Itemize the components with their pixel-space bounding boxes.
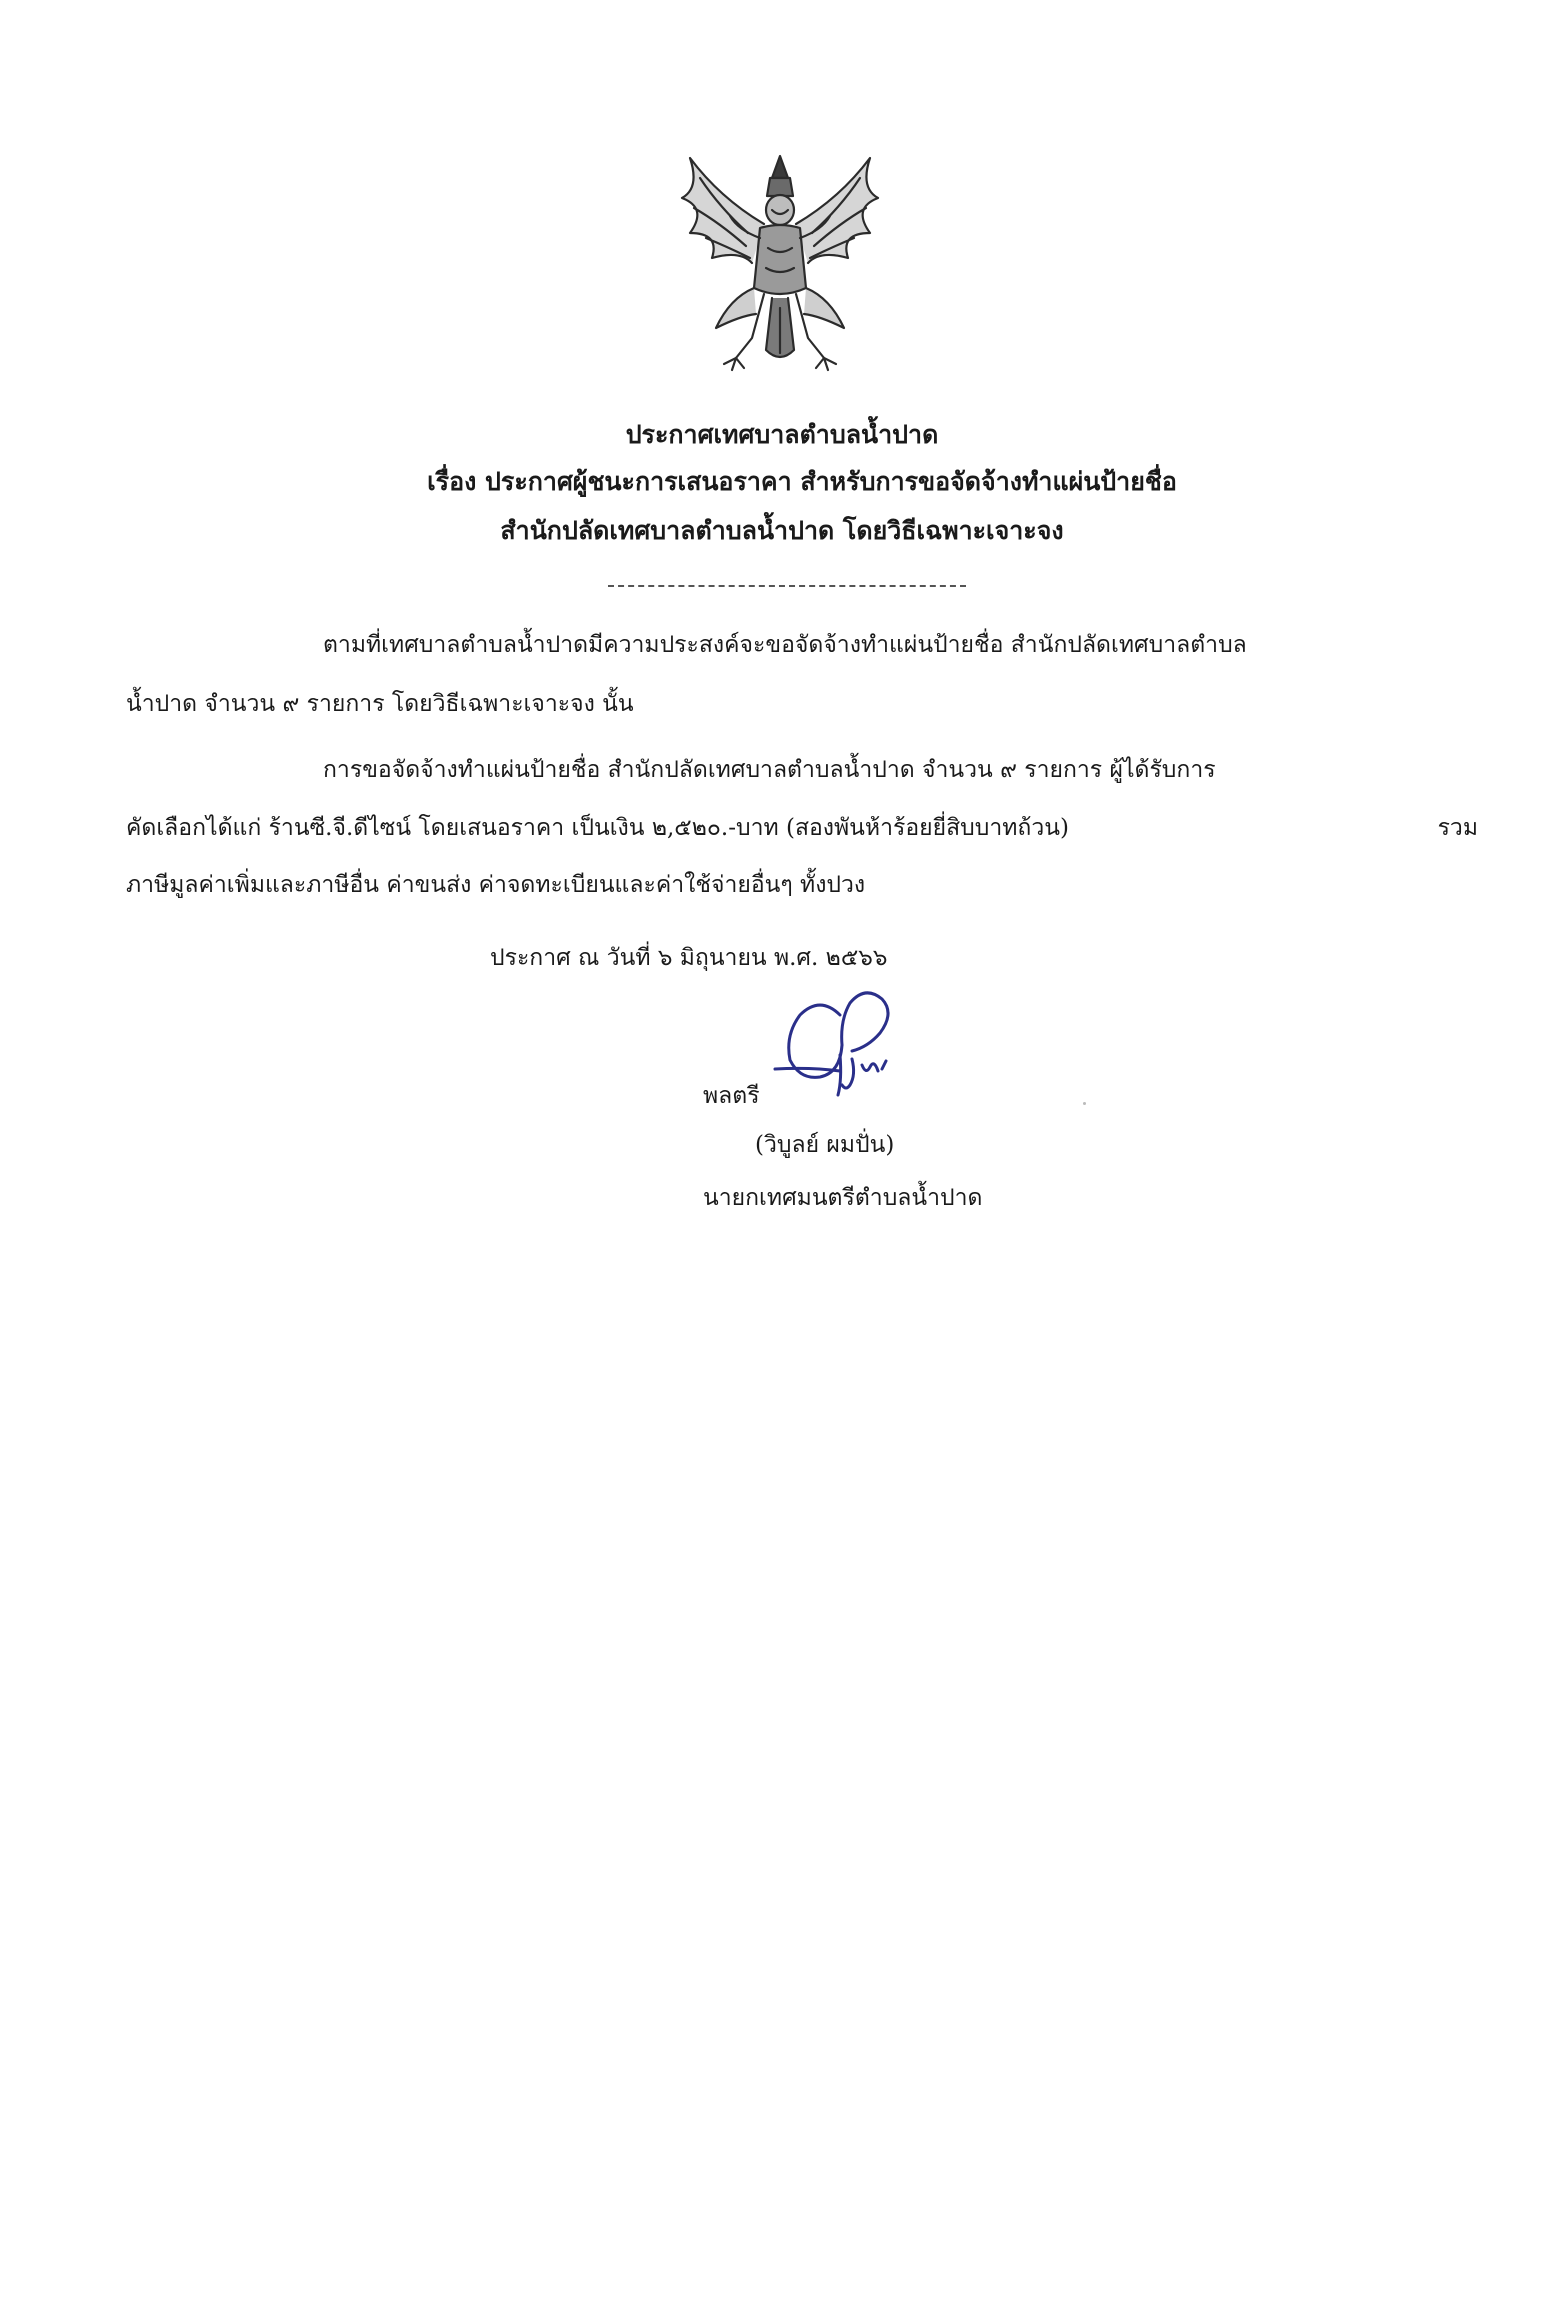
heading-divider	[608, 585, 966, 587]
garuda-emblem-icon	[660, 138, 900, 388]
signer-position: นายกเทศมนตรีตำบลน้ำปาด	[703, 1185, 983, 1211]
signature-image	[770, 985, 910, 1110]
announcement-subject-continued: สำนักปลัดเทศบาลตำบลน้ำปาด โดยวิธีเฉพาะเจาะจง	[500, 516, 1064, 545]
scan-speck	[1083, 1102, 1086, 1105]
signer-name: (วิบูลย์ ผมปั่น)	[755, 1132, 895, 1158]
paragraph-2-line-2	[126, 815, 1478, 843]
announcement-date: ประกาศ ณ วันที่ ๖ มิถุนายน พ.ศ. ๒๕๖๖	[490, 945, 888, 971]
paragraph-2-line-1: การขอจัดจ้างทำแผ่นป้ายชื่อ สำนักปลัดเทศบาลตำบลน้ำปาด จำนวน ๙ รายการ ผู้ได้รับการ	[323, 757, 1216, 783]
announcement-subject: เรื่อง ประกาศผู้ชนะการเสนอราคา สำหรับการขอจัดจ้างทำแผ่นป้ายชื่อ	[427, 467, 1177, 496]
paragraph-1-line-2: น้ำปาด จำนวน ๙ รายการ โดยวิธีเฉพาะเจาะจง นั้น	[126, 691, 634, 717]
signer-rank: พลตรี	[703, 1083, 760, 1109]
paragraph-2-line-2-end: รวม	[1437, 815, 1478, 841]
paragraph-2-line-2-text: คัดเลือกได้แก่ ร้านซี.จี.ดีไซน์ โดยเสนอราคา เป็นเงิน ๒,๕๒๐.-บาท (สองพันห้าร้อยยี่สิบบาทถ้วน)	[126, 815, 1069, 841]
paragraph-1-line-1: ตามที่เทศบาลตำบลน้ำปาดมีความประสงค์จะขอจัดจ้างทำแผ่นป้ายชื่อ สำนักปลัดเทศบาลตำบล	[323, 632, 1247, 658]
paragraph-2-line-3: ภาษีมูลค่าเพิ่มและภาษีอื่น ค่าขนส่ง ค่าจดทะเบียนและค่าใช้จ่ายอื่นๆ ทั้งปวง	[126, 872, 866, 898]
announcement-title: ประกาศเทศบาลตำบลน้ำปาด	[625, 420, 939, 449]
